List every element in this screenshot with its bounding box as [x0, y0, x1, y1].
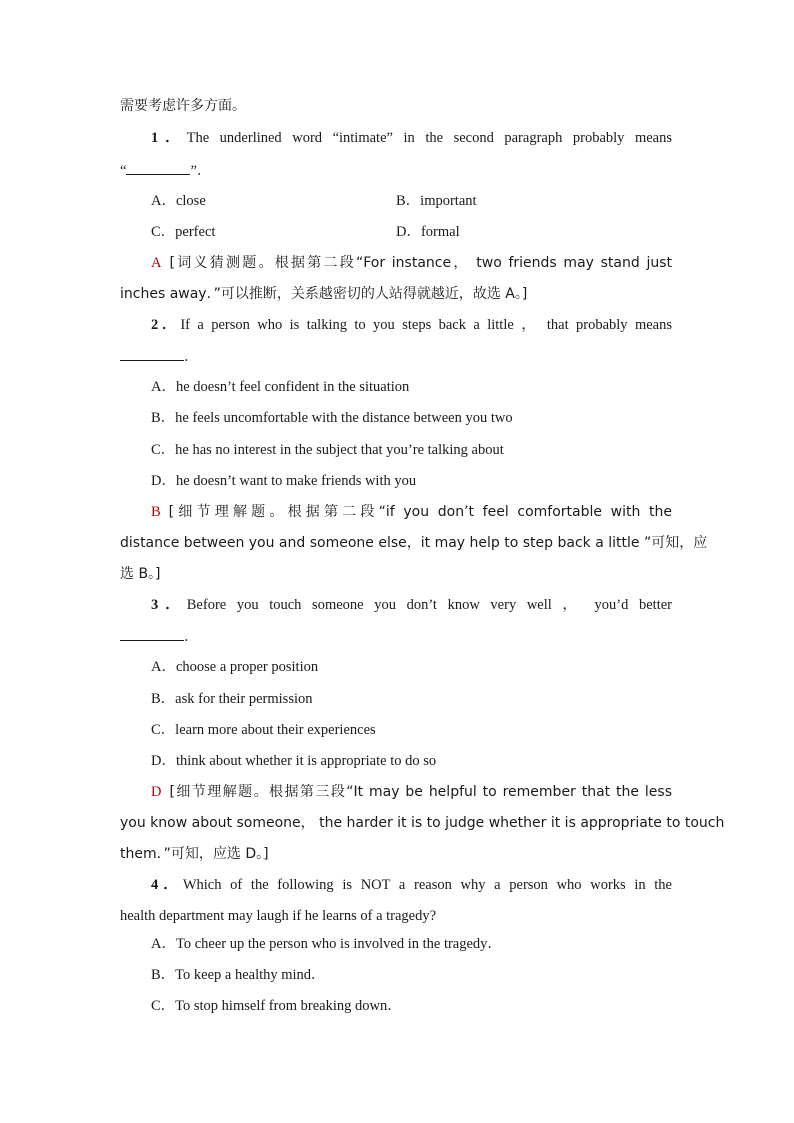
- question-text: Which of the following is NOT a reason why a person who works in the: [182, 877, 672, 893]
- question-4-stem: [151, 875, 672, 895]
- explanation-2-line1: B [细节理解题。根据第二段“if you don’t feel comfortable with the: [151, 504, 672, 520]
- explanation-3-line3: them．”可知，应选 D。]: [120, 846, 269, 862]
- option-a: A．close: [151, 193, 206, 209]
- explanation-1-line2: inches away．”可以推断，关系越密切的人站得就越近，故选 A。]: [120, 286, 528, 302]
- answer-blank: [120, 626, 184, 641]
- option-a: A．choose a proper position: [151, 659, 319, 675]
- option-d: D．think about whether it is appropriate to do so: [151, 753, 437, 769]
- question-2-stem: [151, 315, 672, 335]
- option-d: D．formal: [396, 224, 460, 240]
- option-c: C．he has no interest in the subject that you’re talking about: [151, 442, 504, 458]
- explanation-2-line3: 选 B。]: [120, 566, 161, 582]
- question-2-blank-line: ．: [120, 346, 672, 367]
- answer-blank: [120, 346, 184, 361]
- intro-text: 需要考虑许多方面。: [120, 98, 246, 114]
- option-b: B．important: [396, 193, 477, 209]
- answer-letter: A: [151, 255, 162, 271]
- question-number: 1．: [151, 130, 187, 146]
- option-b: B．ask for their permission: [151, 691, 313, 707]
- question-1-stem: [151, 128, 672, 148]
- question-number: 2．: [151, 317, 181, 333]
- option-a: A．he doesn’t feel confident in the situation: [151, 379, 410, 395]
- answer-letter: D: [151, 784, 162, 800]
- question-text: If a person who is talking to you steps back a little ， that probably means: [180, 317, 672, 333]
- option-b: B．To keep a healthy mind．: [151, 967, 326, 983]
- explanation-3-line2: you know about someone， the harder it is to judge whether it is appropriate to touch: [120, 815, 725, 831]
- question-3-blank-line: ．: [120, 626, 672, 647]
- option-d: D．he doesn’t want to make friends with you: [151, 473, 417, 489]
- option-c: C．To stop himself from breaking down．: [151, 998, 402, 1014]
- question-number: 4．: [151, 877, 183, 893]
- question-4-stem-line2: health department may laugh if he learns of a tragedy?: [120, 908, 437, 924]
- explanation-3-line1: D [细节理解题。根据第三段“It may be helpful to remember that the less: [151, 784, 672, 800]
- question-text: The underlined word “intimate” in the second paragraph probably means: [186, 130, 673, 146]
- option-c: C．learn more about their experiences: [151, 722, 376, 738]
- answer-letter: B: [151, 504, 161, 520]
- option-a: A．To cheer up the person who is involved in the tragedy．: [151, 936, 502, 952]
- question-text: Before you touch someone you don’t know very well ， you’d better: [186, 597, 673, 613]
- explanation-1-line1: A [词义猜测题。根据第二段“For instance， two friends may stand just: [151, 255, 672, 271]
- question-3-stem: [151, 595, 672, 615]
- option-b: B．he feels uncomfortable with the distance between you two: [151, 410, 513, 426]
- explanation-2-line2: distance between you and someone else，it may help to step back a little ”可知，应: [120, 535, 708, 551]
- option-c: C．perfect: [151, 224, 216, 240]
- question-1-blank-line: “ ”．: [120, 160, 672, 181]
- answer-blank: [126, 160, 190, 175]
- question-number: 3．: [151, 597, 187, 613]
